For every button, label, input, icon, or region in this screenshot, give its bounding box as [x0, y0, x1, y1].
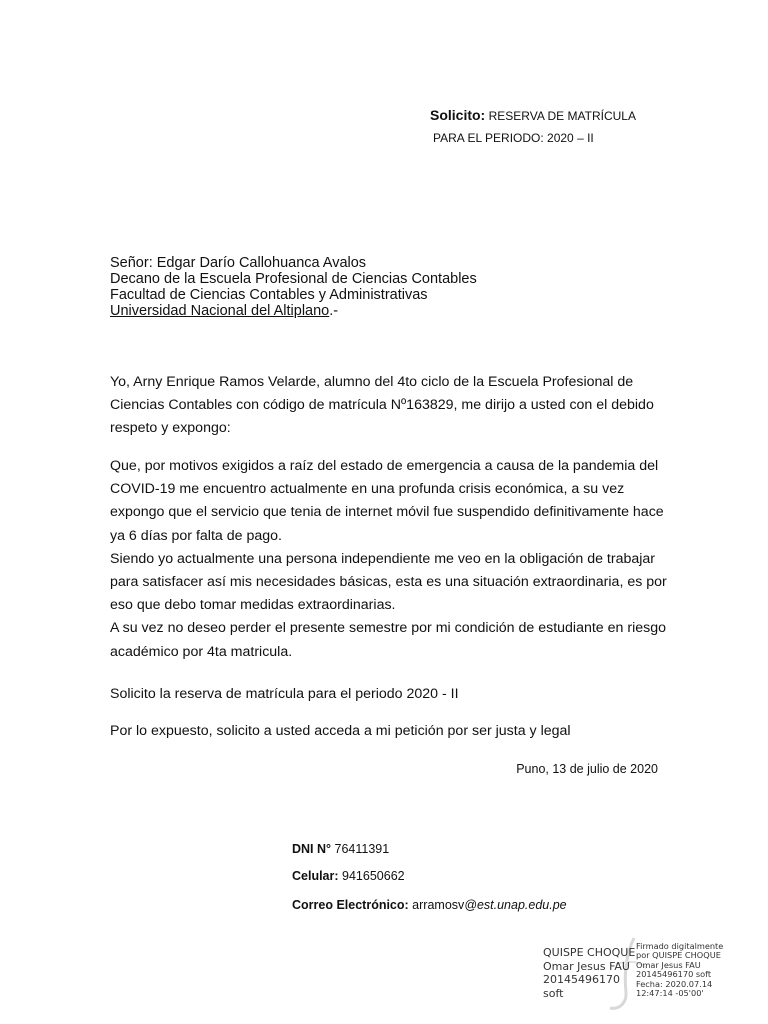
addressee-university [110, 303, 670, 319]
signer-line: QUISPE CHOQUE [543, 946, 636, 959]
signer-block [543, 946, 635, 1000]
dni-line [292, 842, 389, 856]
reasons-line: A su vez no deseo perder el presente semestre por mi condición de estudiante en riesgo [110, 620, 667, 637]
digital-signature-line: 20145496170 soft [636, 969, 712, 980]
reasons-line: Que, por motivos exigidos a raíz del estado de emergencia a causa de la pandemia del [110, 458, 659, 474]
intro-paragraph [110, 371, 658, 441]
reasons-line: para satisfacer así mis necesidades básicas, esta es una situación extraordinaria, es por [110, 574, 667, 591]
university-name: Universidad Nacional del Altiplano [110, 303, 330, 319]
reasons-line: eso que debo tomar medidas extraordinarias. [110, 597, 396, 614]
reasons-line: COVID-19 me encuentro actualmente en una profunda crisis económica, a su vez [110, 481, 625, 498]
closing-line: Por lo expuesto, solicito a usted acceda a mi petición por ser justa y legal [110, 723, 571, 739]
subject-value: RESERVA DE MATRÍCULA [488, 109, 636, 123]
signer-line: soft [543, 986, 564, 1000]
digital-signature-line: Omar Jesus FAU [636, 959, 701, 970]
dni-value: 76411391 [334, 842, 390, 856]
intro-line: respeto y expongo: [110, 420, 231, 437]
signer-line: 20145496170 [543, 973, 620, 986]
email-line [292, 898, 567, 912]
email-label: Correo Electrónico: [292, 898, 409, 912]
reasons-line: académico por 4ta matricula. [110, 643, 293, 660]
subject-label: Solicito: [430, 107, 486, 123]
reasons-line: ya 6 días por falta de pago. [110, 527, 282, 544]
reasons-paragraph [110, 455, 667, 664]
digital-signature-line: 12:47:14 -05'00' [636, 988, 704, 999]
reasons-line: Siendo yo actualmente una persona independiente me veo en la obligación de trabajar [110, 550, 656, 567]
digital-signature-line: Fecha: 2020.07.14 [636, 978, 713, 989]
digital-signature-block [636, 942, 723, 998]
digital-signature-line: Firmado digitalmente [636, 941, 724, 951]
addressee-faculty: Facultad de Ciencias Contables y Administrativas [110, 287, 428, 303]
university-suffix: .- [329, 303, 339, 319]
date-line: Puno, 13 de julio de 2020 [516, 762, 658, 776]
addressee-name: Señor: Edgar Darío Callohuanca Avalos [110, 255, 367, 271]
addressee-block [110, 255, 670, 319]
dni-label: DNI N° [292, 842, 332, 856]
signer-line: Omar Jesus FAU [543, 959, 630, 973]
request-line: Solicito la reserva de matrícula para el periodo 2020 - II [110, 686, 459, 702]
email-user: arramosv [412, 898, 465, 912]
subject-line [430, 107, 636, 123]
phone-value: 941650662 [342, 869, 405, 883]
intro-line: Yo, Arny Enrique Ramos Velarde, alumno del 4to ciclo de la Escuela Profesional de [110, 374, 634, 390]
addressee-title: Decano de la Escuela Profesional de Ciencias Contables [110, 271, 477, 287]
email-domain: @est.unap.edu.pe [464, 898, 567, 912]
digital-signature-line: por QUISPE CHOQUE [636, 950, 721, 961]
intro-line: Ciencias Contables con código de matrícula Nº163829, me dirijo a usted con el debido [110, 397, 654, 414]
reasons-line: expongo que el servicio que tenia de internet móvil fue suspendido definitivamente hace [110, 504, 664, 521]
period-line: PARA EL PERIODO: 2020 – II [433, 131, 594, 145]
phone-line [292, 869, 405, 883]
phone-label: Celular: [292, 869, 339, 883]
